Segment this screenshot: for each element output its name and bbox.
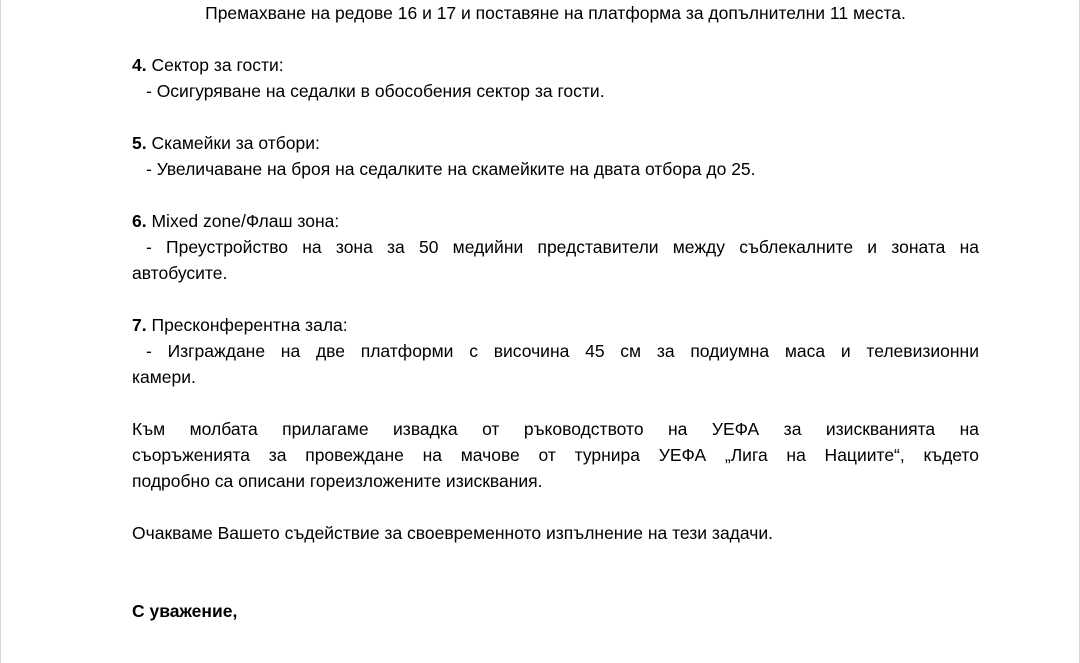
- item-title: Mixed zone/Флаш зона:: [151, 211, 340, 231]
- item-heading: [132, 208, 979, 234]
- item-heading: [132, 312, 979, 338]
- item-title: Пресконферентна зала:: [151, 315, 348, 335]
- item-title: Скамейки за отбори:: [151, 133, 320, 153]
- spacer: [132, 546, 979, 598]
- document-body: [132, 0, 979, 624]
- item-7: [132, 312, 979, 390]
- item-number: 4.: [132, 55, 147, 75]
- spacer: [132, 182, 979, 208]
- item-title: Сектор за гости:: [151, 55, 284, 75]
- item-detail: - Увеличаване на броя на седалките на скамейките на двата отбора до 25.: [146, 159, 756, 179]
- paragraph-line: съоръженията за провеждане на мачове от турнира УЕФА „Лига на Нациите“, където: [132, 445, 979, 465]
- item-detail: - Преустройство на зона за 50 медийни представители между съблекалните и зоната на: [146, 237, 979, 257]
- item-heading: [132, 130, 979, 156]
- attachment-paragraph: [132, 416, 979, 494]
- top-line: Премахване на редове 16 и 17 и поставяне на платформа за допълнителни 11 места.: [205, 3, 906, 23]
- item-detail-continued: камери.: [132, 367, 196, 387]
- item-heading: [132, 52, 979, 78]
- salutation: С уважение,: [132, 601, 238, 621]
- spacer: [132, 494, 979, 520]
- item-detail: - Изграждане на две платформи с височина 45 см за подиумна маса и телевизионни: [146, 341, 979, 361]
- closing-request: Очакваме Вашето съдействие за своевременното изпълнение на тези задачи.: [132, 523, 773, 543]
- spacer: [132, 286, 979, 312]
- item-number: 6.: [132, 211, 147, 231]
- item-number: 5.: [132, 133, 147, 153]
- item-detail-continued: автобусите.: [132, 263, 228, 283]
- item-4: [132, 52, 979, 104]
- paragraph-line: подробно са описани гореизложените изисквания.: [132, 471, 543, 491]
- item-5: [132, 130, 979, 182]
- spacer: [132, 104, 979, 130]
- spacer: [132, 390, 979, 416]
- item-number: 7.: [132, 315, 147, 335]
- item-detail: - Осигуряване на седалки в обособения сектор за гости.: [146, 81, 605, 101]
- paragraph-line: Към молбата прилагаме извадка от ръководството на УЕФА за изискванията на: [132, 419, 979, 439]
- spacer: [132, 26, 979, 52]
- item-6: [132, 208, 979, 286]
